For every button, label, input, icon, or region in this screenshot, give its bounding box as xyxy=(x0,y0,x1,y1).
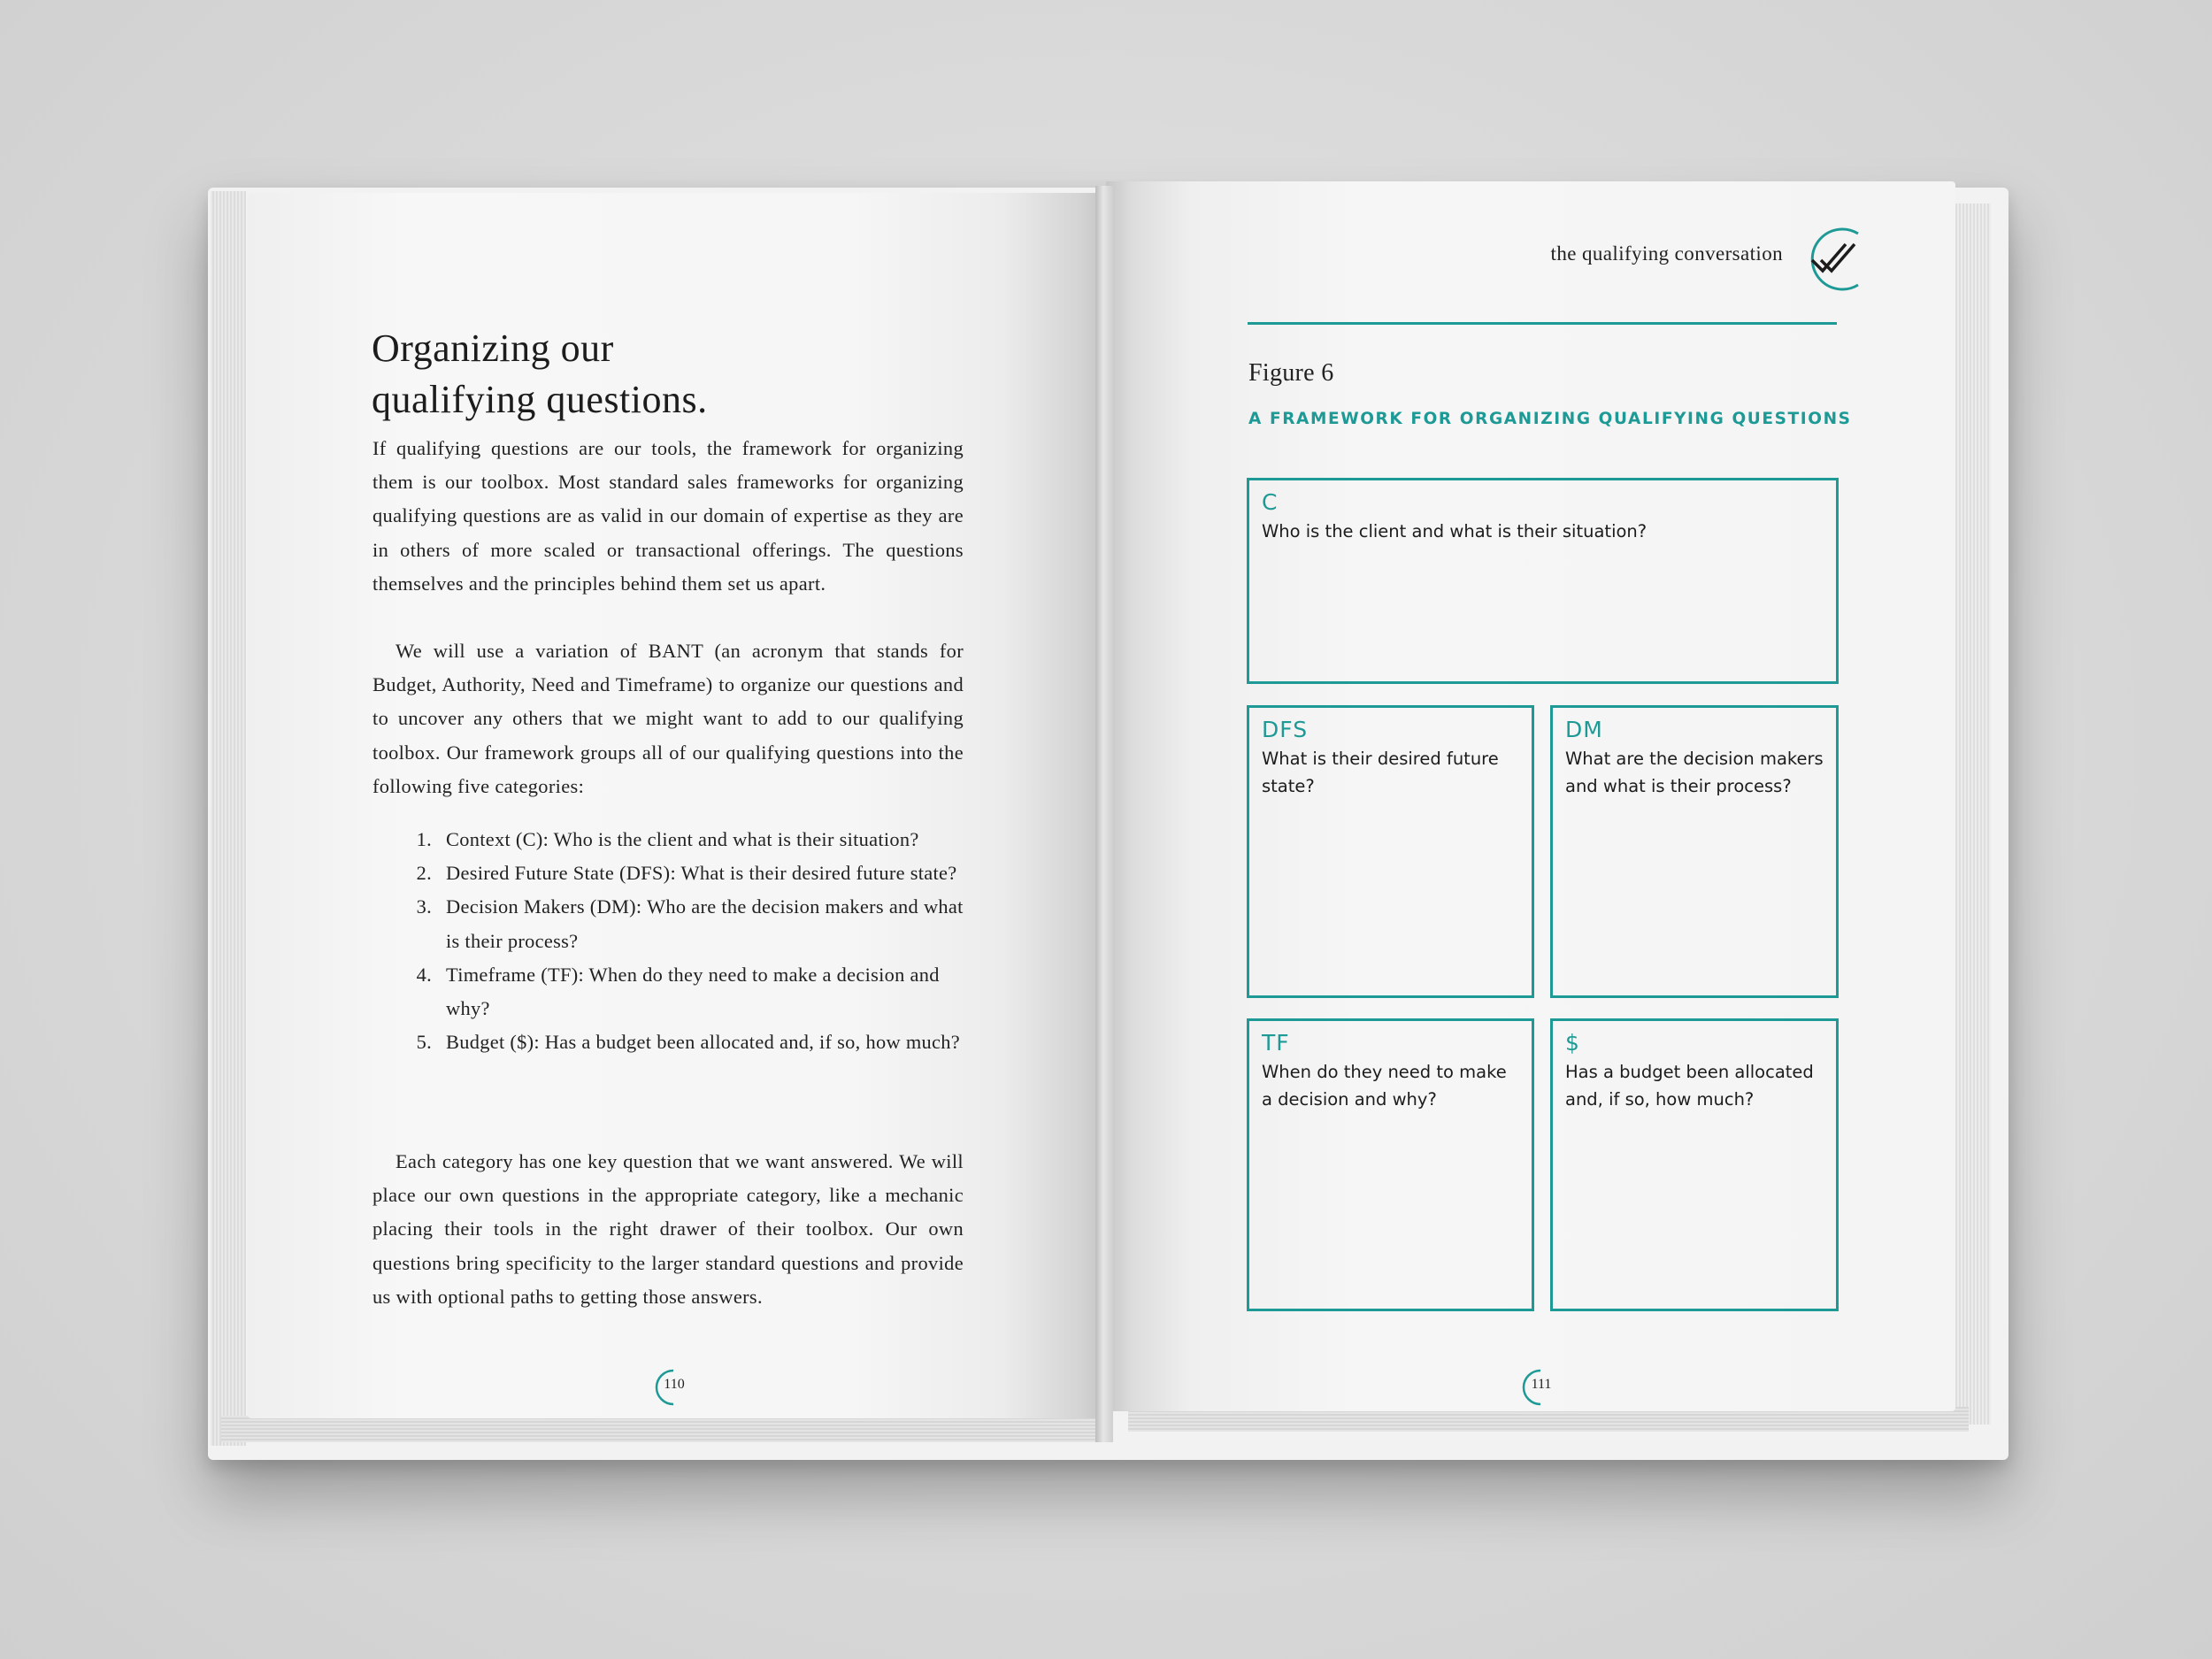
paragraph-categories: Each category has one key question that we want answered. We will place our own questions in the appropriate category, like a mechanic placing their tools in the right drawer of their toolbox. Our own questions bring specificity to the larger standard questions and provide us with optional paths to getting those answers. xyxy=(373,1150,964,1308)
list-item: 4. Timeframe (TF): When do they need to make a decision and why? xyxy=(416,963,940,1020)
box-code: DM xyxy=(1565,717,1603,742)
list-item: 5. Budget ($): Has a budget been allocated and, if so, how much? xyxy=(416,1031,961,1054)
box-code: DFS xyxy=(1262,717,1309,742)
paragraph-bant: We will use a variation of BANT (an acronym that stands for Budget, Authority, Need and Timeframe) to organize our questions and to uncover any others that we might want to add to our qualifying toolbox. Our framework groups all of our qualifying questions into the following five categories: xyxy=(373,640,964,797)
box-question: What is their desired future state? xyxy=(1262,749,1499,796)
box-code: C xyxy=(1262,489,1279,515)
page-edges-right xyxy=(1955,204,1991,1425)
page-edges-left xyxy=(211,191,246,1446)
paragraph-intro: If qualifying questions are our tools, the framework for organizing them is our toolbox. Most standard sales frameworks for organizing qualifying questions are as valid in our domain of expertise as they are in others of more scaled or transactional offerings. The questions themselves and the principles behind them set us apart. xyxy=(373,437,964,595)
title-line-2: qualifying questions. xyxy=(372,378,708,421)
framework-box-dfs xyxy=(1247,705,1534,998)
category-list xyxy=(389,823,969,1059)
list-item: 2. Desired Future State (DFS): What is their desired future state? xyxy=(416,862,957,885)
book-spine xyxy=(1095,186,1113,1442)
title-line-1: Organizing our xyxy=(372,326,614,370)
list-item: 3. Decision Makers (DM): Who are the decision makers and what is their process? xyxy=(416,895,964,952)
box-question: Who is the client and what is their situation? xyxy=(1262,521,1647,541)
page-title xyxy=(372,323,867,426)
framework-box-dm xyxy=(1550,705,1839,998)
framework-box-context xyxy=(1247,478,1839,684)
running-head: the qualifying conversation xyxy=(1550,242,1783,265)
box-code: $ xyxy=(1565,1030,1580,1056)
header-rule xyxy=(1248,322,1837,325)
figure-label: Figure 6 xyxy=(1248,359,1334,387)
figure-heading: A FRAMEWORK FOR ORGANIZING QUALIFYING QUESTIONS xyxy=(1248,410,1852,428)
box-question: What are the decision makers and what is their process? xyxy=(1565,749,1824,796)
framework-box-tf xyxy=(1247,1018,1534,1311)
box-question: When do they need to make a decision and why? xyxy=(1262,1062,1507,1110)
box-code: TF xyxy=(1262,1030,1290,1056)
page-number-right: 111 xyxy=(1521,1368,1555,1407)
box-question: Has a budget been allocated and, if so, how much? xyxy=(1565,1062,1814,1110)
double-check-icon xyxy=(1800,225,1862,294)
page-edges-bottom-left xyxy=(221,1416,1097,1442)
page-number-left: 110 xyxy=(654,1368,687,1407)
list-item: 1. Context (C): Who is the client and what is their situation? xyxy=(416,828,919,850)
framework-box-budget xyxy=(1550,1018,1839,1311)
